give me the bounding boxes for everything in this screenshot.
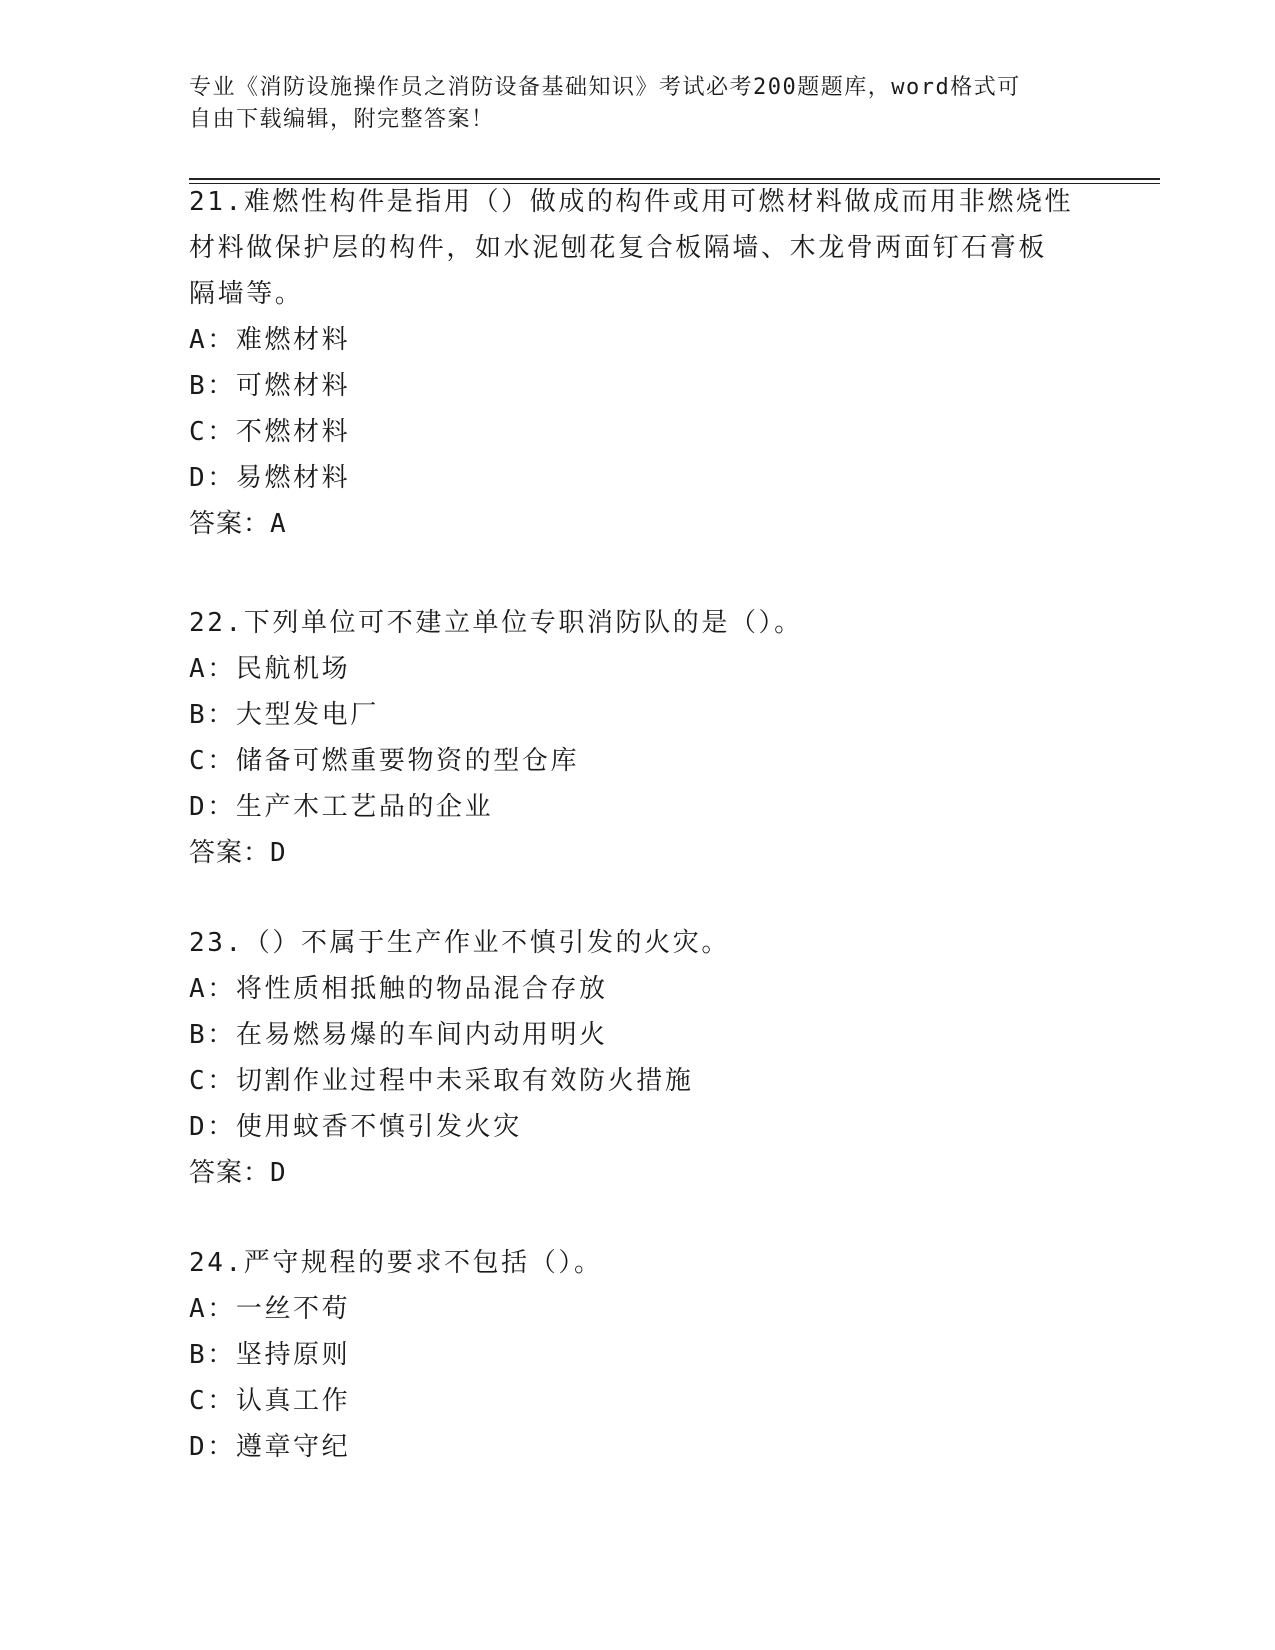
answer-value: D <box>270 838 287 868</box>
option-d: D：生产木工艺品的企业 <box>189 792 494 822</box>
question-22 <box>189 600 1089 876</box>
question-text-line: 22.下列单位可不建立单位专职消防队的是（）。 <box>189 608 803 638</box>
question-23 <box>189 920 1089 1196</box>
answer-line <box>189 1150 1089 1196</box>
answer-label: 答案： <box>189 1158 271 1188</box>
answer-label: 答案： <box>189 838 271 868</box>
option-d: D：使用蚊香不慎引发火灾 <box>189 1112 522 1142</box>
question-text-line: 24.严守规程的要求不包括（）。 <box>189 1248 603 1278</box>
question-text-line: 隔墙等。 <box>189 279 304 309</box>
option-a: A：难燃材料 <box>189 325 351 355</box>
option-d: D：遵章守纪 <box>189 1432 351 1462</box>
option-a: A：将性质相抵触的物品混合存放 <box>189 974 608 1004</box>
header-line-1: 专业《消防设施操作员之消防设备基础知识》考试必考200题题库，word格式可 <box>189 75 1021 100</box>
option-b: B：在易燃易爆的车间内动用明火 <box>189 1020 608 1050</box>
option-b: B：可燃材料 <box>189 371 351 401</box>
option-a: A：一丝不苟 <box>189 1294 351 1324</box>
question-text-line: 21.难燃性构件是指用（）做成的构件或用可燃材料做成而用非燃烧性 <box>189 187 1074 217</box>
option-a: A：民航机场 <box>189 654 351 684</box>
question-24 <box>189 1240 1089 1470</box>
answer-label: 答案： <box>189 509 271 539</box>
answer-value: D <box>270 1158 287 1188</box>
question-text-line: 材料做保护层的构件，如水泥刨花复合板隔墙、木龙骨两面钉石膏板 <box>189 233 1048 263</box>
option-b: B：大型发电厂 <box>189 700 379 730</box>
header-line-2: 自由下载编辑，附完整答案！ <box>189 107 495 132</box>
option-c: C：切割作业过程中未采取有效防火措施 <box>189 1066 694 1096</box>
option-c: C：储备可燃重要物资的型仓库 <box>189 746 580 776</box>
answer-value: A <box>270 509 287 539</box>
answer-line <box>189 830 1089 876</box>
option-c: C：不燃材料 <box>189 417 351 447</box>
document-header <box>189 72 1089 136</box>
question-text-line: 23.（）不属于生产作业不慎引发的火灾。 <box>189 928 730 958</box>
option-c: C：认真工作 <box>189 1386 351 1416</box>
option-d: D：易燃材料 <box>189 463 351 493</box>
option-b: B：坚持原则 <box>189 1340 351 1370</box>
answer-line <box>189 501 1089 547</box>
question-21 <box>189 179 1089 547</box>
